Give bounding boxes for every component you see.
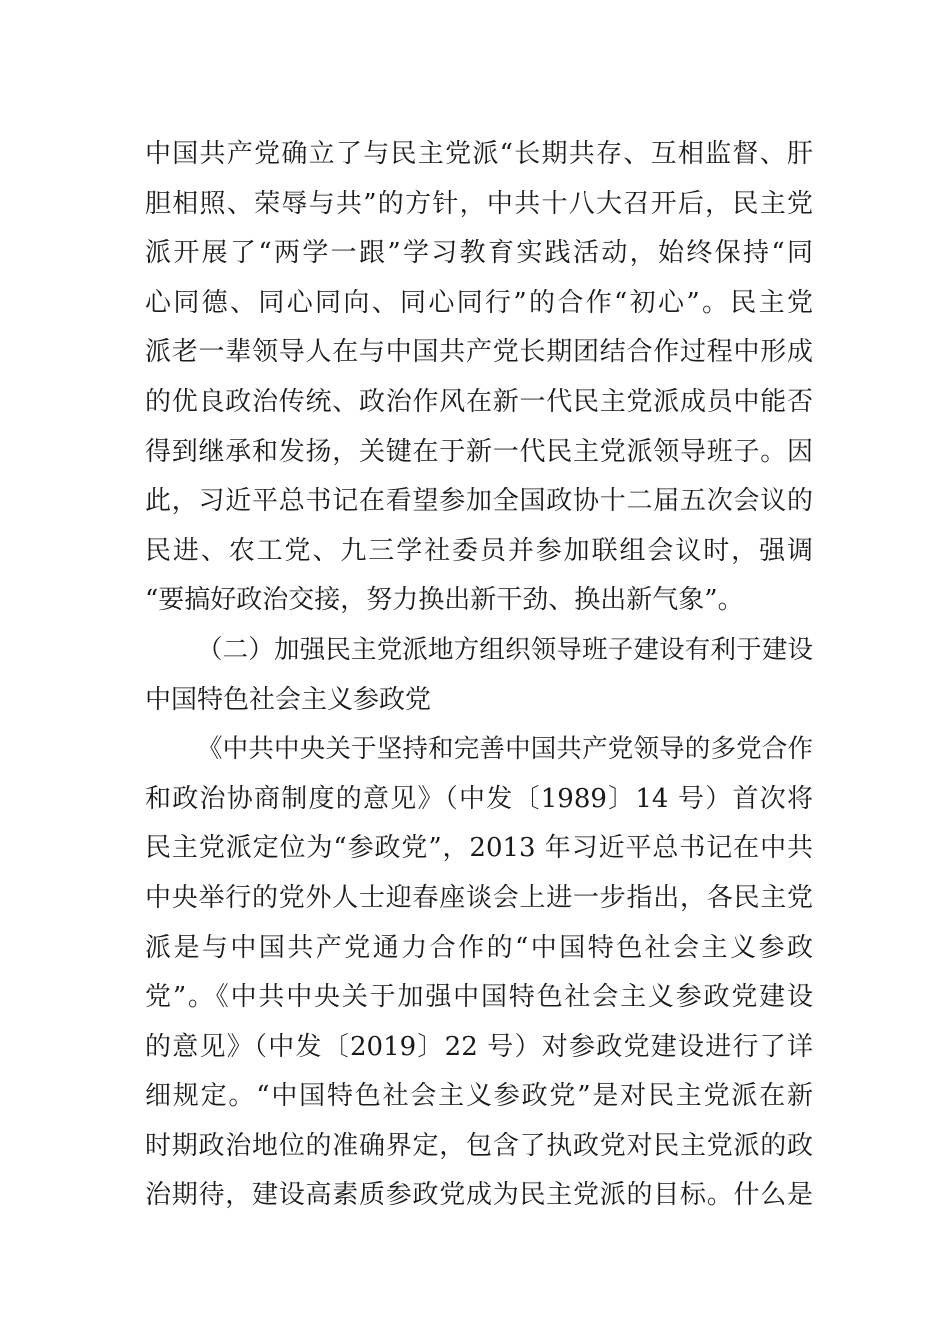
text-line: 时期政治地位的准确界定，包含了执政党对民主党派的政 [145,1130,813,1161]
text-line: 民进、农工党、九三学社委员并参加联组会议时，强调 [145,535,813,566]
text-line: 的优良政治传统、政治作风在新一代民主党派成员中能否 [145,386,813,417]
text-line: 的意见》（中发〔2019〕22 号）对参政党建设进行了详 [145,1031,813,1062]
text-line: 治期待，建设高素质参政党成为民主党派的目标。什么是 [145,1180,813,1211]
text-line: 《中共中央关于坚持和完善中国共产党领导的多党合作 [197,734,813,765]
text-line: 派老一辈领导人在与中国共产党长期团结合作过程中形成 [145,337,813,368]
text-line: 民主党派定位为“参政党”，2013 年习近平总书记在中共 [145,833,813,864]
text-line: 细规定。“中国特色社会主义参政党”是对民主党派在新 [145,1081,813,1112]
text-line: （二）加强民主党派地方组织领导班子建设有利于建设 [197,634,813,665]
text-line: 心同德、同心同向、同心同行”的合作“初心”。民主党 [145,287,813,318]
body-text [145,130,813,1221]
text-line: 派是与中国共产党通力合作的“中国特色社会主义参政 [145,932,813,963]
text-line: 和政治协商制度的意见》（中发〔1989〕14 号）首次将 [145,783,813,814]
text-line: 此，习近平总书记在看望参加全国政协十二届五次会议的 [145,486,813,517]
text-line: 中央举行的党外人士迎春座谈会上进一步指出，各民主党 [145,882,813,913]
text-line: 中国特色社会主义参政党 [145,684,432,715]
text-line: “要搞好政治交接，努力换出新干劲、换出新气象”。 [145,585,744,616]
text-line: 党”。《中共中央关于加强中国特色社会主义参政党建设 [145,982,813,1013]
text-line: 胆相照、荣辱与共”的方针，中共十八大召开后，民主党 [145,188,813,219]
text-line: 派开展了“两学一跟”学习教育实践活动，始终保持“同 [145,238,813,269]
text-line: 中国共产党确立了与民主党派“长期共存、互相监督、肝 [145,139,813,169]
text-line: 得到继承和发扬，关键在于新一代民主党派领导班子。因 [145,436,813,467]
